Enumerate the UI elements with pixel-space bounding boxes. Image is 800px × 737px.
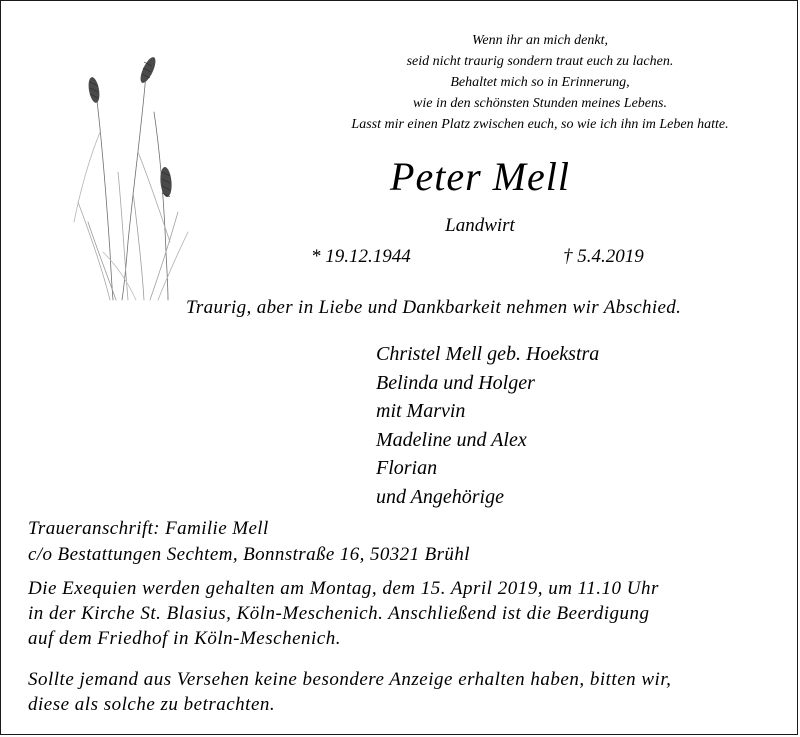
service-line: in der Kirche St. Blasius, Köln-Meschenich. Anschließend ist die Beerdigung <box>28 603 650 624</box>
wheat-icon <box>58 52 198 302</box>
mourning-address <box>28 516 470 568</box>
poem-line: wie in den schönsten Stunden meines Lebens. <box>413 96 667 111</box>
notice-line: Sollte jemand aus Versehen keine besondere Anzeige erhalten haben, bitten wir, <box>28 669 672 690</box>
mourner-line: Madeline und Alex <box>376 428 527 451</box>
deceased-occupation: Landwirt <box>445 215 515 236</box>
notice-remark <box>28 667 774 717</box>
farewell-text: Traurig, aber in Liebe und Dankbarkeit nehmen wir Abschied. <box>186 297 682 318</box>
deceased-name: Peter Mell <box>390 154 570 199</box>
poem-line: Behaltet mich so in Erinnerung, <box>450 75 630 90</box>
mourner-line: Belinda und Holger <box>376 371 535 394</box>
service-line: auf dem Friedhof in Köln-Meschenich. <box>28 628 341 649</box>
notice-line: diese als solche zu betrachten. <box>28 694 276 715</box>
birth-date: * 19.12.1944 <box>311 246 411 267</box>
poem-line: Wenn ihr an mich denkt, <box>472 33 608 48</box>
address-line: Traueranschrift: Familie Mell <box>28 518 269 539</box>
service-details <box>28 576 774 651</box>
poem-line: Lasst mir einen Platz zwischen euch, so wie ich ihn im Leben hatte. <box>351 117 729 132</box>
poem-line: seid nicht traurig sondern traut euch zu lachen. <box>406 54 674 69</box>
poem <box>300 30 780 135</box>
address-line: c/o Bestattungen Sechtem, Bonnstraße 16, 50321 Brühl <box>28 544 470 565</box>
mourner-line: mit Marvin <box>376 400 466 423</box>
service-line: Die Exequien werden gehalten am Montag, dem 15. April 2019, um 11.10 Uhr <box>28 578 659 599</box>
mourner-line: und Angehörige <box>376 485 504 508</box>
mourner-line: Christel Mell geb. Hoekstra <box>376 343 600 365</box>
mourners-list <box>376 340 599 512</box>
death-date: † 5.4.2019 <box>563 246 644 267</box>
mourner-line: Florian <box>376 457 438 480</box>
